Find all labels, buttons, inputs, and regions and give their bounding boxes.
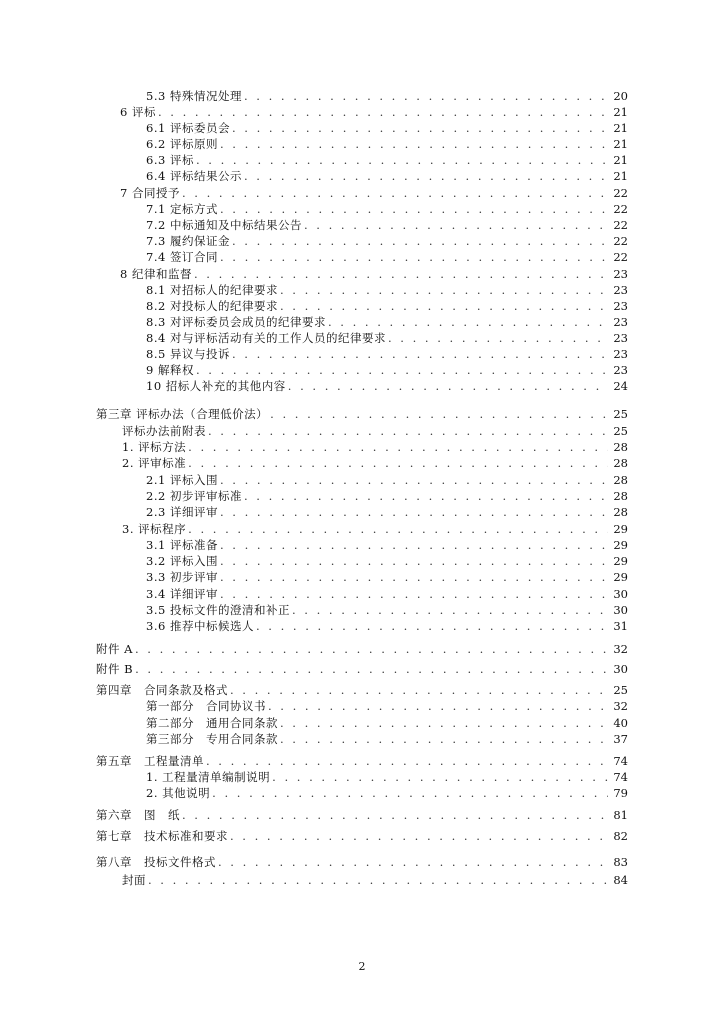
- toc-entry-label: 第六章 图 纸: [96, 808, 180, 822]
- toc-entry-label: 3.2 评标入围: [146, 554, 218, 568]
- toc-entry: [146, 732, 628, 746]
- toc-entry-page: 23: [613, 315, 628, 329]
- toc-entry-page: 32: [613, 699, 628, 713]
- toc-entry-label: 3.6 推荐中标候选人: [146, 619, 254, 633]
- toc-entry: [122, 424, 628, 438]
- toc-entry-page: 28: [613, 489, 628, 503]
- dot-leader: [232, 121, 608, 135]
- toc-entry: [96, 662, 628, 676]
- dot-leader: [232, 347, 608, 361]
- toc-entry: [146, 770, 628, 784]
- toc-entry: [146, 202, 628, 216]
- dot-leader: [220, 554, 608, 568]
- toc-entry-label: 2.3 详细评审: [146, 505, 218, 519]
- toc-entry-label: 第三部分 专用合同条款: [146, 732, 278, 746]
- toc-entry: [146, 331, 628, 345]
- dot-leader: [280, 283, 608, 297]
- toc-entry-label: 3.1 评标准备: [146, 538, 218, 552]
- toc-entry-label: 评标办法前附表: [122, 424, 206, 438]
- toc-entry: [96, 829, 628, 843]
- toc-entry: [146, 347, 628, 361]
- dot-leader: [268, 699, 608, 713]
- toc-entry-page: 22: [613, 234, 628, 248]
- dot-leader: [280, 299, 608, 313]
- toc-entry-label: 第八章 投标文件格式: [96, 855, 216, 869]
- toc-entry: [96, 754, 628, 768]
- toc-entry-page: 83: [613, 855, 628, 869]
- toc-entry: [96, 407, 628, 421]
- dot-leader: [230, 683, 608, 697]
- toc-entry-label: 10 招标人补充的其他内容: [146, 379, 286, 393]
- toc-entry: [96, 855, 628, 869]
- dot-leader: [230, 829, 608, 843]
- toc-entry-page: 29: [613, 538, 628, 552]
- toc-entry: [146, 570, 628, 584]
- dot-leader: [220, 137, 608, 151]
- toc-entry-label: 封面: [122, 873, 146, 887]
- toc-entry-label: 附件 B: [96, 662, 134, 676]
- toc-entry-label: 6.2 评标原则: [146, 137, 218, 151]
- toc-entry-label: 第一部分 合同协议书: [146, 699, 266, 713]
- toc-entry-label: 7 合同授予: [120, 186, 180, 200]
- toc-entry-label: 7.1 定标方式: [146, 202, 218, 216]
- toc-entry-label: 7.4 签订合同: [146, 250, 218, 264]
- dot-leader: [196, 363, 608, 377]
- toc-entry: [146, 587, 628, 601]
- toc-entry-label: 8.3 对评标委员会成员的纪律要求: [146, 315, 326, 329]
- dot-leader: [196, 153, 608, 167]
- toc-entry: [120, 105, 628, 119]
- toc-entry: [146, 554, 628, 568]
- toc-entry: [146, 538, 628, 552]
- toc-entry: [146, 153, 628, 167]
- toc-entry-label: 3.5 投标文件的澄清和补正: [146, 603, 290, 617]
- toc-entry: [146, 603, 628, 617]
- toc-entry-page: 22: [613, 186, 628, 200]
- toc-entry: [96, 642, 628, 656]
- toc-entry: [96, 683, 628, 697]
- toc-entry-page: 22: [613, 250, 628, 264]
- toc-entry-page: 30: [613, 587, 628, 601]
- toc-entry: [146, 473, 628, 487]
- toc-entry-page: 28: [613, 440, 628, 454]
- toc-entry: [146, 218, 628, 232]
- dot-leader: [194, 267, 608, 281]
- toc-entry-label: 1. 评标方法: [122, 440, 187, 454]
- toc-entry-label: 6.1 评标委员会: [146, 121, 230, 135]
- dot-leader: [188, 440, 608, 454]
- toc-entry-page: 79: [613, 786, 628, 800]
- toc-entry: [146, 283, 628, 297]
- toc-entry-label: 9 解释权: [146, 363, 194, 377]
- dot-leader: [328, 315, 608, 329]
- dot-leader: [212, 786, 608, 800]
- toc-entry-page: 32: [613, 642, 628, 656]
- toc-entry: [146, 250, 628, 264]
- toc-entry-label: 第五章 工程量清单: [96, 754, 204, 768]
- page-number: 2: [358, 960, 366, 973]
- dot-leader: [244, 169, 608, 183]
- toc-entry-page: 28: [613, 505, 628, 519]
- toc-entry-page: 40: [613, 716, 628, 730]
- toc-entry-label: 2. 评审标准: [122, 456, 187, 470]
- dot-leader: [188, 522, 608, 536]
- dot-leader: [135, 662, 608, 676]
- dot-leader: [135, 642, 608, 656]
- toc-entry-page: 31: [613, 619, 628, 633]
- dot-leader: [220, 538, 608, 552]
- toc-entry-label: 2.2 初步评审标准: [146, 489, 242, 503]
- toc-entry-label: 第二部分 通用合同条款: [146, 716, 278, 730]
- toc-entry-page: 24: [613, 379, 628, 393]
- toc-entry: [122, 522, 628, 536]
- toc-entry: [120, 267, 628, 281]
- toc-entry: [146, 699, 628, 713]
- toc-entry-label: 5.3 特殊情况处理: [146, 89, 242, 103]
- dot-leader: [288, 379, 608, 393]
- toc-entry-page: 21: [613, 137, 628, 151]
- dot-leader: [220, 202, 608, 216]
- toc-entry: [146, 489, 628, 503]
- dot-leader: [158, 105, 608, 119]
- toc-entry: [122, 456, 628, 470]
- toc-entry-page: 22: [613, 218, 628, 232]
- toc-entry-page: 25: [613, 683, 628, 697]
- toc-entry-page: 21: [613, 105, 628, 119]
- toc-entry-label: 8.2 对投标人的纪律要求: [146, 299, 278, 313]
- dot-leader: [270, 407, 608, 421]
- dot-leader: [220, 505, 608, 519]
- toc-entry-page: 21: [613, 153, 628, 167]
- toc-entry: [96, 808, 628, 822]
- toc-entry-page: 23: [613, 331, 628, 345]
- toc-entry-page: 23: [613, 347, 628, 361]
- toc-entry-label: 8 纪律和监督: [120, 267, 192, 281]
- toc-entry-label: 8.4 对与评标活动有关的工作人员的纪律要求: [146, 331, 386, 345]
- dot-leader: [220, 473, 608, 487]
- toc-entry-page: 21: [613, 169, 628, 183]
- toc-entry: [146, 505, 628, 519]
- toc-entry-label: 3.3 初步评审: [146, 570, 218, 584]
- dot-leader: [182, 808, 608, 822]
- toc-entry-page: 23: [613, 267, 628, 281]
- toc-entry-label: 8.1 对招标人的纪律要求: [146, 283, 278, 297]
- dot-leader: [232, 234, 608, 248]
- toc-entry: [146, 786, 628, 800]
- dot-leader: [208, 424, 608, 438]
- toc-entry-label: 8.5 异议与投诉: [146, 347, 230, 361]
- toc-entry-page: 82: [613, 829, 628, 843]
- toc-entry-page: 74: [613, 754, 628, 768]
- toc-entry: [146, 169, 628, 183]
- dot-leader: [256, 619, 608, 633]
- toc-entry-label: 第三章 评标办法（合理低价法）: [96, 407, 269, 421]
- toc-entry-page: 29: [613, 570, 628, 584]
- dot-leader: [220, 250, 608, 264]
- toc-entry: [146, 234, 628, 248]
- toc-entry: [146, 89, 628, 103]
- toc-entry-page: 30: [613, 603, 628, 617]
- toc-entry-page: 23: [613, 299, 628, 313]
- dot-leader: [218, 855, 608, 869]
- toc-entry: [146, 379, 628, 393]
- toc-entry: [120, 186, 628, 200]
- toc-entry-label: 第四章 合同条款及格式: [96, 683, 228, 697]
- toc-entry: [122, 440, 628, 454]
- dot-leader: [388, 331, 608, 345]
- toc-entry-label: 6 评标: [120, 105, 156, 119]
- toc-entry-page: 25: [613, 407, 628, 421]
- dot-leader: [304, 218, 608, 232]
- dot-leader: [206, 754, 608, 768]
- toc-entry-label: 7.2 中标通知及中标结果公告: [146, 218, 302, 232]
- dot-leader: [272, 770, 608, 784]
- toc-entry-label: 3. 评标程序: [122, 522, 187, 536]
- dot-leader: [220, 587, 608, 601]
- dot-leader: [244, 489, 608, 503]
- dot-leader: [148, 873, 608, 887]
- dot-leader: [244, 89, 608, 103]
- toc-entry-page: 84: [613, 873, 628, 887]
- toc-entry-page: 22: [613, 202, 628, 216]
- toc-entry-label: 2. 其他说明: [146, 786, 211, 800]
- toc-entry-page: 28: [613, 456, 628, 470]
- toc-entry: [146, 137, 628, 151]
- toc-entry-page: 30: [613, 662, 628, 676]
- dot-leader: [280, 732, 608, 746]
- toc-entry-label: 2.1 评标入围: [146, 473, 218, 487]
- toc-entry-label: 第七章 技术标准和要求: [96, 829, 228, 843]
- toc-entry-label: 7.3 履约保证金: [146, 234, 230, 248]
- toc-entry-page: 29: [613, 522, 628, 536]
- dot-leader: [280, 716, 608, 730]
- toc-entry-page: 23: [613, 363, 628, 377]
- toc-entry-label: 3.4 详细评审: [146, 587, 218, 601]
- toc-entry-page: 81: [613, 808, 628, 822]
- toc-entry: [146, 121, 628, 135]
- toc-entry-page: 23: [613, 283, 628, 297]
- toc-entry-page: 74: [613, 770, 628, 784]
- toc-entry: [146, 299, 628, 313]
- toc-entry: [122, 873, 628, 887]
- toc-entry-page: 28: [613, 473, 628, 487]
- toc-entry-page: 25: [613, 424, 628, 438]
- toc-entry: [146, 315, 628, 329]
- toc-entry-label: 附件 A: [96, 642, 133, 656]
- toc-entry-label: 6.4 评标结果公示: [146, 169, 242, 183]
- toc-entry-page: 37: [613, 732, 628, 746]
- toc-entry-page: 29: [613, 554, 628, 568]
- toc-entry-label: 1. 工程量清单编制说明: [146, 770, 271, 784]
- toc-entry-page: 20: [613, 89, 628, 103]
- toc-entry: [146, 363, 628, 377]
- dot-leader: [188, 456, 608, 470]
- toc-entry-page: 21: [613, 121, 628, 135]
- toc-entry: [146, 716, 628, 730]
- toc-entry-label: 6.3 评标: [146, 153, 194, 167]
- dot-leader: [220, 570, 608, 584]
- toc-entry: [146, 619, 628, 633]
- dot-leader: [182, 186, 608, 200]
- dot-leader: [292, 603, 608, 617]
